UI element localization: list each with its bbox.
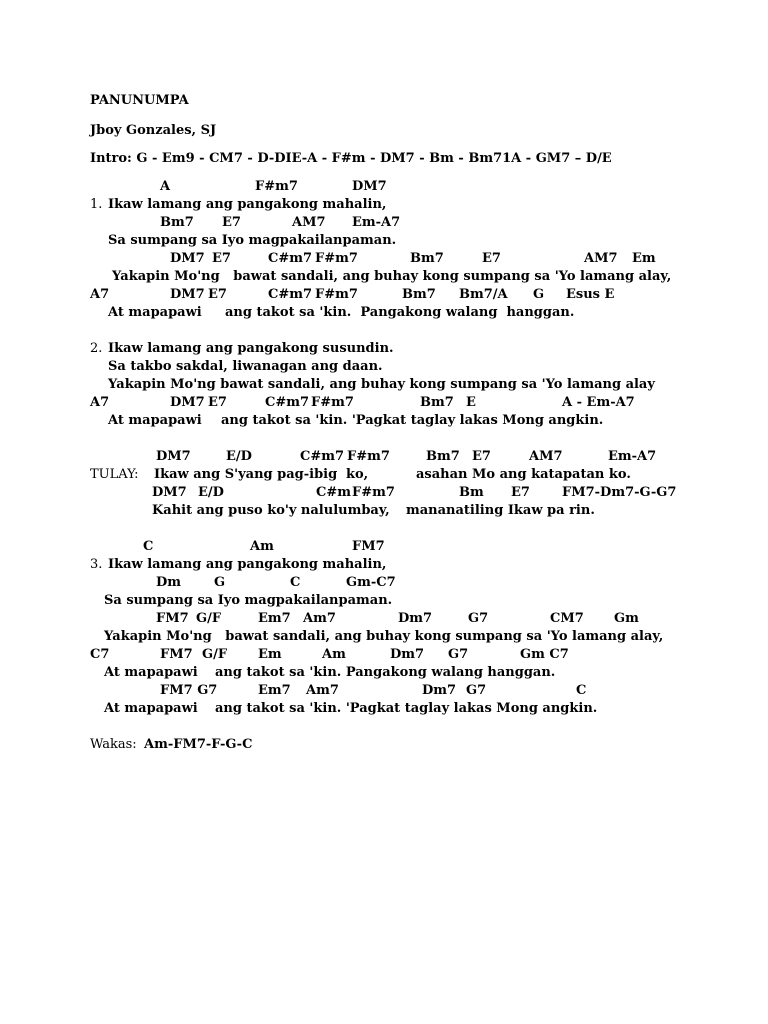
chord: F#m7 [315, 287, 358, 302]
chord: Bm7/A [459, 287, 508, 302]
chord: Bm7 [420, 395, 454, 410]
lyric-line: asahan Mo ang katapatan ko. [416, 467, 631, 482]
lyric-line: Kahit ang puso ko'y nalulumbay, [152, 503, 390, 518]
chord: FM7 [352, 539, 385, 554]
chord: E7 [482, 251, 501, 266]
chord: Dm7 [390, 647, 425, 662]
chord: C#m7 [265, 395, 310, 410]
chord: Bm7 [160, 215, 194, 230]
chord: E/D [226, 449, 252, 464]
verse-number: 3. [90, 557, 103, 572]
chord: Bm7 [426, 449, 460, 464]
lyric-line: At mapapawi [108, 305, 202, 320]
chord: G/F [202, 647, 228, 662]
lyric-line: Yakapin Mo'ng bawat sandali, ang buhay kong sumpang sa 'Yo lamang alay, [112, 269, 672, 284]
lyric-line: Sa takbo sakdal, liwanagan ang daan. [108, 359, 383, 374]
chord: C#m7 [300, 449, 345, 464]
chord: G7 [448, 647, 469, 662]
chord: FM7-Dm7-G-G7 [562, 485, 677, 500]
chord: F#m7 [315, 251, 358, 266]
chord: A [160, 179, 171, 194]
chord: E7 [212, 251, 231, 266]
intro-line: Intro: G - Em9 - CM7 - D-DIE-A - F#m - DM7 - Bm - Bm71A - GM7 – D/E [90, 151, 612, 166]
chord: C [290, 575, 301, 590]
chord: E [466, 395, 476, 410]
chord: G [533, 287, 545, 302]
chord: F#m7 [255, 179, 298, 194]
chord: Em-A7 [608, 449, 657, 464]
chord: E7 [511, 485, 530, 500]
chord: E7 [472, 449, 491, 464]
chord: A7 [90, 287, 110, 302]
verse-number: 2. [90, 341, 103, 356]
chord: DM7 [170, 395, 205, 410]
lyric-line: At mapapawi [104, 665, 198, 680]
chord: DM7 [156, 449, 191, 464]
lyric-line: ang takot sa 'kin. Pangakong walang hanggan. [215, 665, 556, 680]
chord: A7 [90, 395, 110, 410]
song-title: PANUNUMPA [90, 93, 189, 108]
verse-number: 1. [90, 197, 103, 212]
chord: AM7 [292, 215, 326, 230]
chord: F#m7 [347, 449, 390, 464]
chord: Bm7 [402, 287, 436, 302]
chord: C#m7 [268, 287, 313, 302]
lyric-line: ko, [346, 467, 369, 482]
lyric-line: ang takot sa 'kin. 'Pagkat taglay lakas Mong angkin. [215, 701, 598, 716]
chord: Esus E [566, 287, 615, 302]
chord: Gm-C7 [346, 575, 396, 590]
chord: Dm7 [398, 611, 433, 626]
chord: Am [250, 539, 274, 554]
bridge-label: TULAY: [90, 467, 139, 482]
chord: G [214, 575, 226, 590]
chord: G7 [468, 611, 489, 626]
chord: Em7 [258, 683, 291, 698]
chord: C [143, 539, 154, 554]
chord: Am7 [306, 683, 339, 698]
chord: F#m7 [311, 395, 354, 410]
chord: E7 [208, 287, 227, 302]
lyric-line: Ikaw lamang ang pangakong susundin. [108, 341, 394, 356]
outro-label: Wakas: [90, 737, 137, 752]
chord: Em [258, 647, 282, 662]
lyric-line: At mapapawi [104, 701, 198, 716]
chord: E7 [208, 395, 227, 410]
lyric-line: Sa sumpang sa Iyo magpakailanpaman. [108, 233, 397, 248]
chord: Gm [614, 611, 639, 626]
lyric-line: Yakapin Mo'ng bawat sandali, ang buhay kong sumpang sa 'Yo lamang alay, [104, 629, 664, 644]
chord: E/D [198, 485, 224, 500]
chord: E7 [222, 215, 241, 230]
chord: Em [632, 251, 656, 266]
chord: C7 [90, 647, 110, 662]
chord: DM7 [152, 485, 187, 500]
chord: C#m [316, 485, 351, 500]
chord: G/F [196, 611, 222, 626]
lyric-line: ang takot sa 'kin. Pangakong walang hanggan. [225, 305, 575, 320]
chord: F#m7 [352, 485, 395, 500]
chord: DM7 [352, 179, 387, 194]
outro-chords: Am-FM7-F-G-C [144, 737, 253, 752]
chord: AM7 [529, 449, 563, 464]
song-author: Jboy Gonzales, SJ [90, 123, 217, 138]
chord: Bm [459, 485, 484, 500]
chord: FM7 [156, 611, 189, 626]
chord: Dm7 [422, 683, 457, 698]
chord: Dm [156, 575, 182, 590]
lyric-line: At mapapawi [108, 413, 202, 428]
lyric-line: Yakapin Mo'ng bawat sandali, ang buhay kong sumpang sa 'Yo lamang alay [108, 377, 655, 392]
chord: FM7 G7 [160, 683, 218, 698]
chord: Bm7 [410, 251, 444, 266]
chord: Am7 [303, 611, 336, 626]
chord: DM7 [170, 251, 205, 266]
lyric-line: ang takot sa 'kin. 'Pagkat taglay lakas Mong angkin. [221, 413, 604, 428]
lyric-line: mananatiling Ikaw pa rin. [406, 503, 595, 518]
chord: C#m7 [268, 251, 313, 266]
chord: CM7 [550, 611, 584, 626]
chord: Am [322, 647, 346, 662]
chord: C [576, 683, 587, 698]
chord: Em-A7 [352, 215, 401, 230]
chord: Gm C7 [520, 647, 569, 662]
chord: AM7 [584, 251, 618, 266]
chord: Em7 [258, 611, 291, 626]
chord: G7 [466, 683, 487, 698]
chord: FM7 [160, 647, 193, 662]
chord: DM7 [170, 287, 205, 302]
lyric-line: Ikaw lamang ang pangakong mahalin, [108, 197, 387, 212]
lyric-line: Ikaw ang S'yang pag-ibig [154, 467, 338, 482]
lyric-line: Ikaw lamang ang pangakong mahalin, [108, 557, 387, 572]
chord: A - Em-A7 [562, 395, 635, 410]
lyric-line: Sa sumpang sa Iyo magpakailanpaman. [104, 593, 393, 608]
